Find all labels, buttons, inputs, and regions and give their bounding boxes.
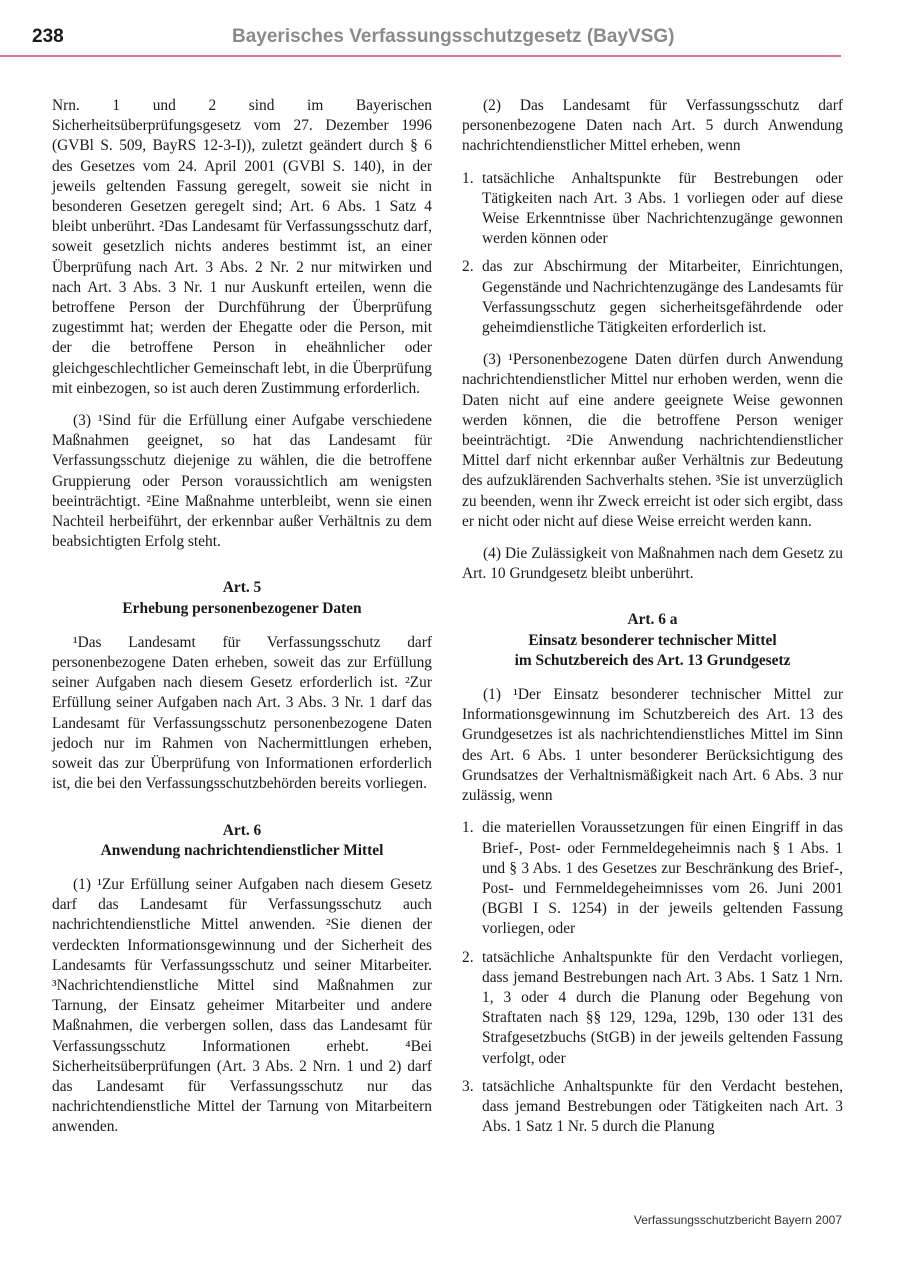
page-footer: Verfassungsschutzbericht Bayern 2007 (633, 1213, 842, 1227)
art6a-subtitle-line-2: im Schutzbereich des Art. 13 Grundgesetz (514, 651, 791, 669)
list-item-text: tatsächliche Anhaltspunkte für den Verdacht bestehen, dass jemand Bestrebungen oder Tätigkeiten nach Art. 3 Abs. 1 Satz 1 Nr. 5 durch die Planung (482, 1077, 843, 1136)
list-item (462, 169, 843, 250)
list-item-text: die materiellen Voraussetzungen für einen Eingriff in das Brief-, Post- oder Fernmeldegeheimnis nach § 1 Abs. 1 und § 3 Abs. 1 des Gesetzes zur Beschränkung des Brief-, Post- und Fernmeldegeheimnisses vom 26. Juni 2001 (BGBl I S. 1254) in der jeweils geltenden Fassung vorliegen, oder (482, 819, 843, 938)
art6a-list (462, 818, 843, 1137)
art6a-title: Art. 6 a (627, 611, 678, 629)
art6-abs2-list (462, 169, 843, 339)
list-item (462, 257, 843, 338)
right-column (462, 96, 843, 1149)
art6-abs4: (4) Die Zulässigkeit von Maßnahmen nach dem Gesetz zu Art. 10 Grundgesetz bleibt unberührt. (462, 545, 843, 583)
list-item-number: 2. (462, 258, 474, 276)
page-number: 238 (32, 26, 64, 47)
list-item (462, 1077, 843, 1138)
art6a-paragraph-1: (1) ¹Der Einsatz besonderer technischer Mittel zur Informationsgewinnung im Schutzbereich des Art. 13 des Grundgesetzes ist als nachrichtendienstliches Mittel im Sinn des Art. 6 Abs. 1 unter besonderer Berücksichtigung des Grundsatzes der Verhaltnismäßigkeit nach Art. 6 Abs. 3 nur zulässig, wenn (462, 686, 843, 805)
art5-heading (52, 578, 432, 618)
art6-title: Art. 6 (222, 821, 262, 839)
art6-heading (52, 821, 432, 861)
list-item (462, 948, 843, 1069)
art6a-heading (462, 610, 843, 671)
list-item-number: 3. (462, 1077, 474, 1095)
art5-subtitle: Erhebung personenbezogener Daten (122, 599, 362, 617)
art6a-subtitle-line-1: Einsatz besonderer technischer Mittel (528, 631, 777, 649)
art5-title: Art. 5 (222, 579, 262, 597)
paragraph-continuation: Nrn. 1 und 2 sind im Bayerischen Sicherheitsüberprüfungsgesetz vom 27. Dezember 1996 (GVBl S. 509, BayRS 12-3-I)), zuletzt geändert durch § 6 des Gesetzes vom 24. April 2001 (GVBl S. 140), in der jeweils geltenden Fassung geregelt, soweit sie nicht in besonderen Gesetzen geregelt sind; Art. 6 Abs. 1 Satz 4 bleibt unberührt. ²Das Landesamt für Verfassungsschutz darf, soweit gesetzlich nichts anderes bestimmt ist, an einer Überprüfung nach Art. 3 Abs. 2 Nr. 2 nur mitwirken und nach Art. 3 Abs. 3 Nr. 1 nur Auskunft erteilen, wenn die betroffene Person der Durchführung der Überprüfung zugestimmt hat; werden der Ehegatte oder die Person, mit der die betroffene Person in eheähnlicher oder gleichgeschlechtlicher Gemeinschaft lebt, in die Überprüfung mit einbezogen, so ist auch deren Zustimmung erforderlich. (52, 97, 432, 397)
list-item-number: 1. (462, 169, 474, 187)
art6-abs2-intro: (2) Das Landesamt für Verfassungsschutz darf personenbezogene Daten nach Art. 5 durch Anwendung nachrichtendienstlicher Mittel erheben, wenn (462, 97, 843, 155)
left-column (52, 96, 432, 1150)
art6-paragraph-1: (1) ¹Zur Erfüllung seiner Aufgaben nach diesem Gesetz darf das Landesamt für Verfassungsschutz auch nachrichtendienstliche Mittel anwenden. ²Sie dienen der verdeckten Informationsgewinnung und der Sicherheit des Landesamts für Verfassungsschutz und seiner Mitarbeiter. ³Nachrichtendienstliche Mittel sind Maßnahmen zur Tarnung, der Einsatz geheimer Mitarbeiter und andere Maßnahmen, die verbergen sollen, dass das Landesamt für Verfassungsschutz Informationen erhebt. ⁴Bei Sicherheitsüberprüfungen (Art. 3 Abs. 2 Nrn. 1 und 2) darf das Landesamt für Verfassungsschutz nur das nachrichtendienstliche Mittel der Tarnung von Mitarbeitern anwenden. (52, 875, 432, 1136)
list-item (462, 818, 843, 939)
page-header (0, 0, 900, 58)
list-item-number: 2. (462, 948, 474, 966)
list-item-text: tatsächliche Anhaltspunkte für Bestrebungen oder Tätigkeiten nach Art. 3 Abs. 1 vorliegen oder auf diese Weise Erkenntnisse über Nachrichtenzugänge gewonnen werden können oder (482, 169, 843, 248)
art5-text: ¹Das Landesamt für Verfassungsschutz darf personenbezogene Daten erheben, soweit das zur Erfüllung seiner Aufgaben nach diesem Gesetz erforderlich ist. ²Zur Erfüllung seiner Aufgaben nach Art. 3 Abs. 3 Nr. 1 darf das Landesamt für Verfassungsschutz personenbezogene Daten jedoch nur im Rahmen von Nachermittlungen erheben, soweit das zur Überprüfung von Informationen erforderlich ist, die bei den Verfassungsschutzbehörden bereits vorliegen. (52, 633, 432, 793)
header-rule (0, 55, 841, 57)
list-item-text: tatsächliche Anhaltspunkte für den Verdacht vorliegen, dass jemand Bestrebungen nach Art. 3 Abs. 1 Satz 1 Nrn. 1, 3 oder 4 durch die Planung oder Begehung von Straftaten nach §§ 129, 129a, 129b, 130 oder 131 des Strafgesetzbuchs (StGB) in der jeweils geltenden Fassung verfolgt, oder (482, 948, 843, 1067)
art6-abs3: (3) ¹Personenbezogene Daten dürfen durch Anwendung nachrichtendienstlicher Mittel nur erhoben werden, wenn die Daten nicht auf eine andere geeignete Weise gewonnen werden können, die die betroffene Person weniger beeinträchtigt. ²Die Anwendung nachrichtendienstlicher Mittel darf nicht erkennbar außer Verhältnis zur Bedeutung des aufzuklärenden Sachverhalts stehen. ³Sie ist unverzüglich zu beenden, wenn ihr Zweck erreicht ist oder sich ergibt, dass er nicht oder nicht auf diese Weise erreicht werden kann. (462, 351, 843, 530)
list-item-number: 1. (462, 819, 474, 837)
list-item-text: das zur Abschirmung der Mitarbeiter, Einrichtungen, Gegenstände und Nachrichtenzugänge des Landesamts für Verfassungsschutz gegen sicherheitsgefährdende oder geheimdienstliche Tätigkeiten erforderlich ist. (482, 258, 843, 337)
paragraph-abs3: (3) ¹Sind für die Erfüllung einer Aufgabe verschiedene Maßnahmen geeignet, so hat das Landesamt für Verfassungsschutz diejenige zu wählen, die die betroffene Gruppierung oder Person voraussichtlich am wenigsten beeinträchtigt. ²Eine Maßnahme unterbleibt, wenn sie einen Nachteil herbeiführt, der erkennbar außer Verhältnis zu dem beabsichtigten Erfolg steht. (52, 412, 432, 551)
running-title: Bayerisches Verfassungsschutzgesetz (BayVSG) (232, 26, 675, 47)
art6-subtitle: Anwendung nachrichtendienstlicher Mittel (100, 841, 384, 859)
